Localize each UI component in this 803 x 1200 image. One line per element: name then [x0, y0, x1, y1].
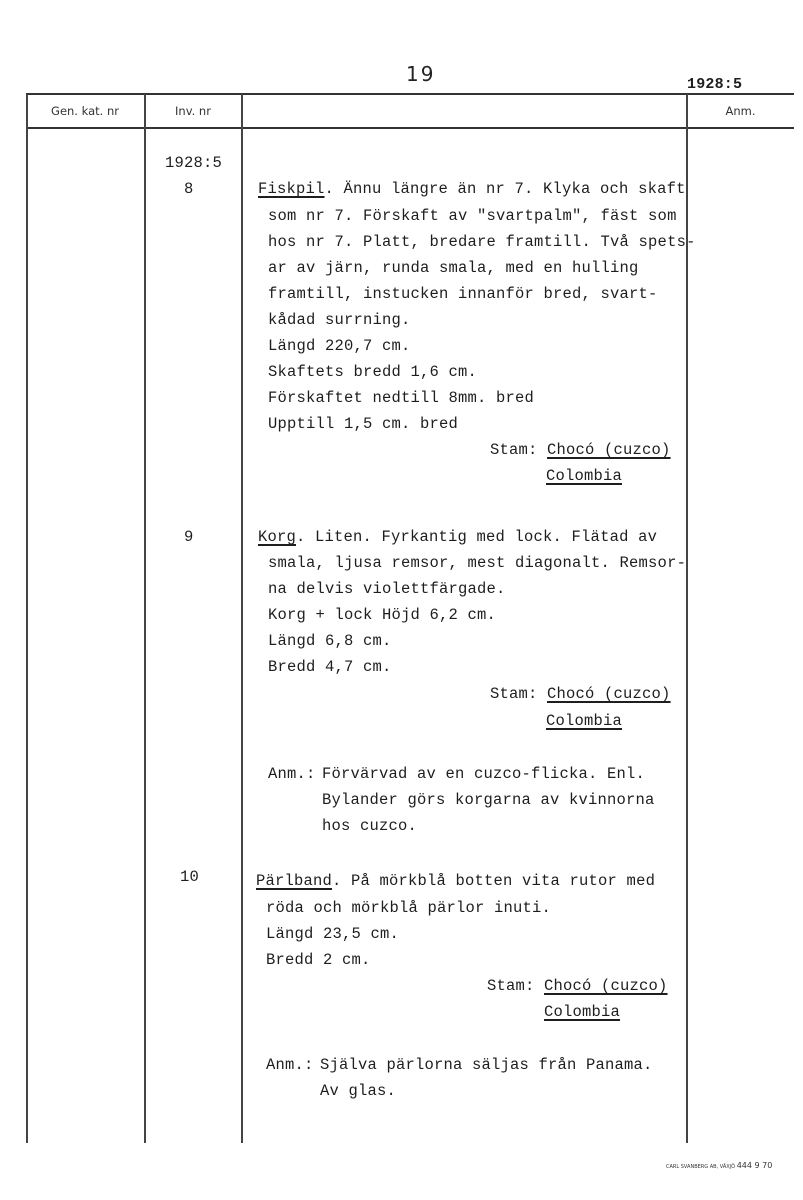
entry-first-line: [258, 180, 686, 198]
entry-text: . Liten. Fyrkantig med lock. Flätad av: [296, 528, 658, 546]
entry-text: . På mörkblå botten vita rutor med: [332, 872, 656, 890]
anm-line: Bylander görs korgarna av kvinnorna: [322, 791, 655, 809]
stam-value: Chocó (cuzco): [544, 977, 668, 995]
page-number: 19: [406, 62, 436, 86]
entry-line: Längd 23,5 cm.: [266, 925, 400, 943]
entry-title: Korg: [258, 528, 297, 546]
stam-value: Chocó (cuzco): [547, 685, 671, 703]
col-divider-3: [686, 94, 688, 1143]
entry-line: Bredd 4,7 cm.: [268, 658, 392, 676]
country: Colombia: [546, 467, 623, 485]
header-ref: 1928:5: [687, 76, 743, 93]
column-header-inv-nr: Inv. nr: [175, 104, 211, 118]
inv-nr: 10: [180, 868, 200, 886]
entry-title: Pärlband: [256, 872, 333, 890]
table-header-rule: [26, 127, 794, 129]
entry-line: som nr 7. Förskaft av "svartpalm", fäst som: [268, 207, 677, 225]
col-divider-1: [144, 94, 146, 1143]
column-header-gen-kat-nr: Gen. kat. nr: [51, 104, 119, 118]
anm-line: Förvärvad av en cuzco-flicka. Enl.: [322, 765, 646, 783]
collection-number: 1928:5: [165, 154, 223, 172]
entry-line: Korg + lock Höjd 6,2 cm.: [268, 606, 497, 624]
entry-line: röda och mörkblå pärlor inuti.: [266, 899, 552, 917]
entry-line: framtill, instucken innanför bred, svart-: [268, 285, 658, 303]
stam-value: Chocó (cuzco): [547, 441, 671, 459]
inv-nr: 8: [184, 180, 194, 198]
entry-title: Fiskpil: [258, 180, 325, 198]
entry-line: Skaftets bredd 1,6 cm.: [268, 363, 478, 381]
stam-label: Stam:: [487, 977, 535, 995]
stam-label: Stam:: [490, 685, 538, 703]
col-divider-left: [26, 94, 28, 1143]
entry-line: Förskaftet nedtill 8mm. bred: [268, 389, 535, 407]
inv-nr: 9: [184, 528, 194, 546]
anm-label: Anm.:: [268, 765, 316, 783]
printer-name: CARL SVANBERG AB, VÄXJÖ: [666, 1164, 736, 1170]
entry-line: na delvis violettfärgade.: [268, 580, 506, 598]
stam-line: [487, 977, 668, 995]
anm-line: hos cuzco.: [322, 817, 418, 835]
anm-label: Anm.:: [266, 1056, 314, 1074]
stam-label: Stam:: [490, 441, 538, 459]
form-code: 444 9 70: [736, 1161, 773, 1170]
anm-line: Av glas.: [320, 1082, 397, 1100]
table-top-rule: [26, 93, 794, 95]
printer-imprint: [666, 1161, 772, 1170]
stam-line: [490, 441, 671, 459]
anm-line: Själva pärlorna säljas från Panama.: [320, 1056, 653, 1074]
entry-line: kådad surrning.: [268, 311, 411, 329]
entry-line: Längd 6,8 cm.: [268, 632, 392, 650]
country: Colombia: [544, 1003, 621, 1021]
entry-line: hos nr 7. Platt, bredare framtill. Två spets-: [268, 233, 696, 251]
entry-first-line: [258, 528, 657, 546]
stam-line: [490, 685, 671, 703]
column-header-anm: Anm.: [725, 104, 756, 118]
entry-first-line: [256, 872, 655, 890]
entry-line: Längd 220,7 cm.: [268, 337, 411, 355]
country: Colombia: [546, 712, 623, 730]
col-divider-2: [241, 94, 243, 1143]
entry-line: Upptill 1,5 cm. bred: [268, 415, 459, 433]
entry-line: smala, ljusa remsor, mest diagonalt. Remsor-: [268, 554, 687, 572]
entry-line: Bredd 2 cm.: [266, 951, 371, 969]
entry-text: . Ännu längre än nr 7. Klyka och skaft: [324, 180, 686, 198]
entry-line: ar av järn, runda smala, med en hulling: [268, 259, 639, 277]
